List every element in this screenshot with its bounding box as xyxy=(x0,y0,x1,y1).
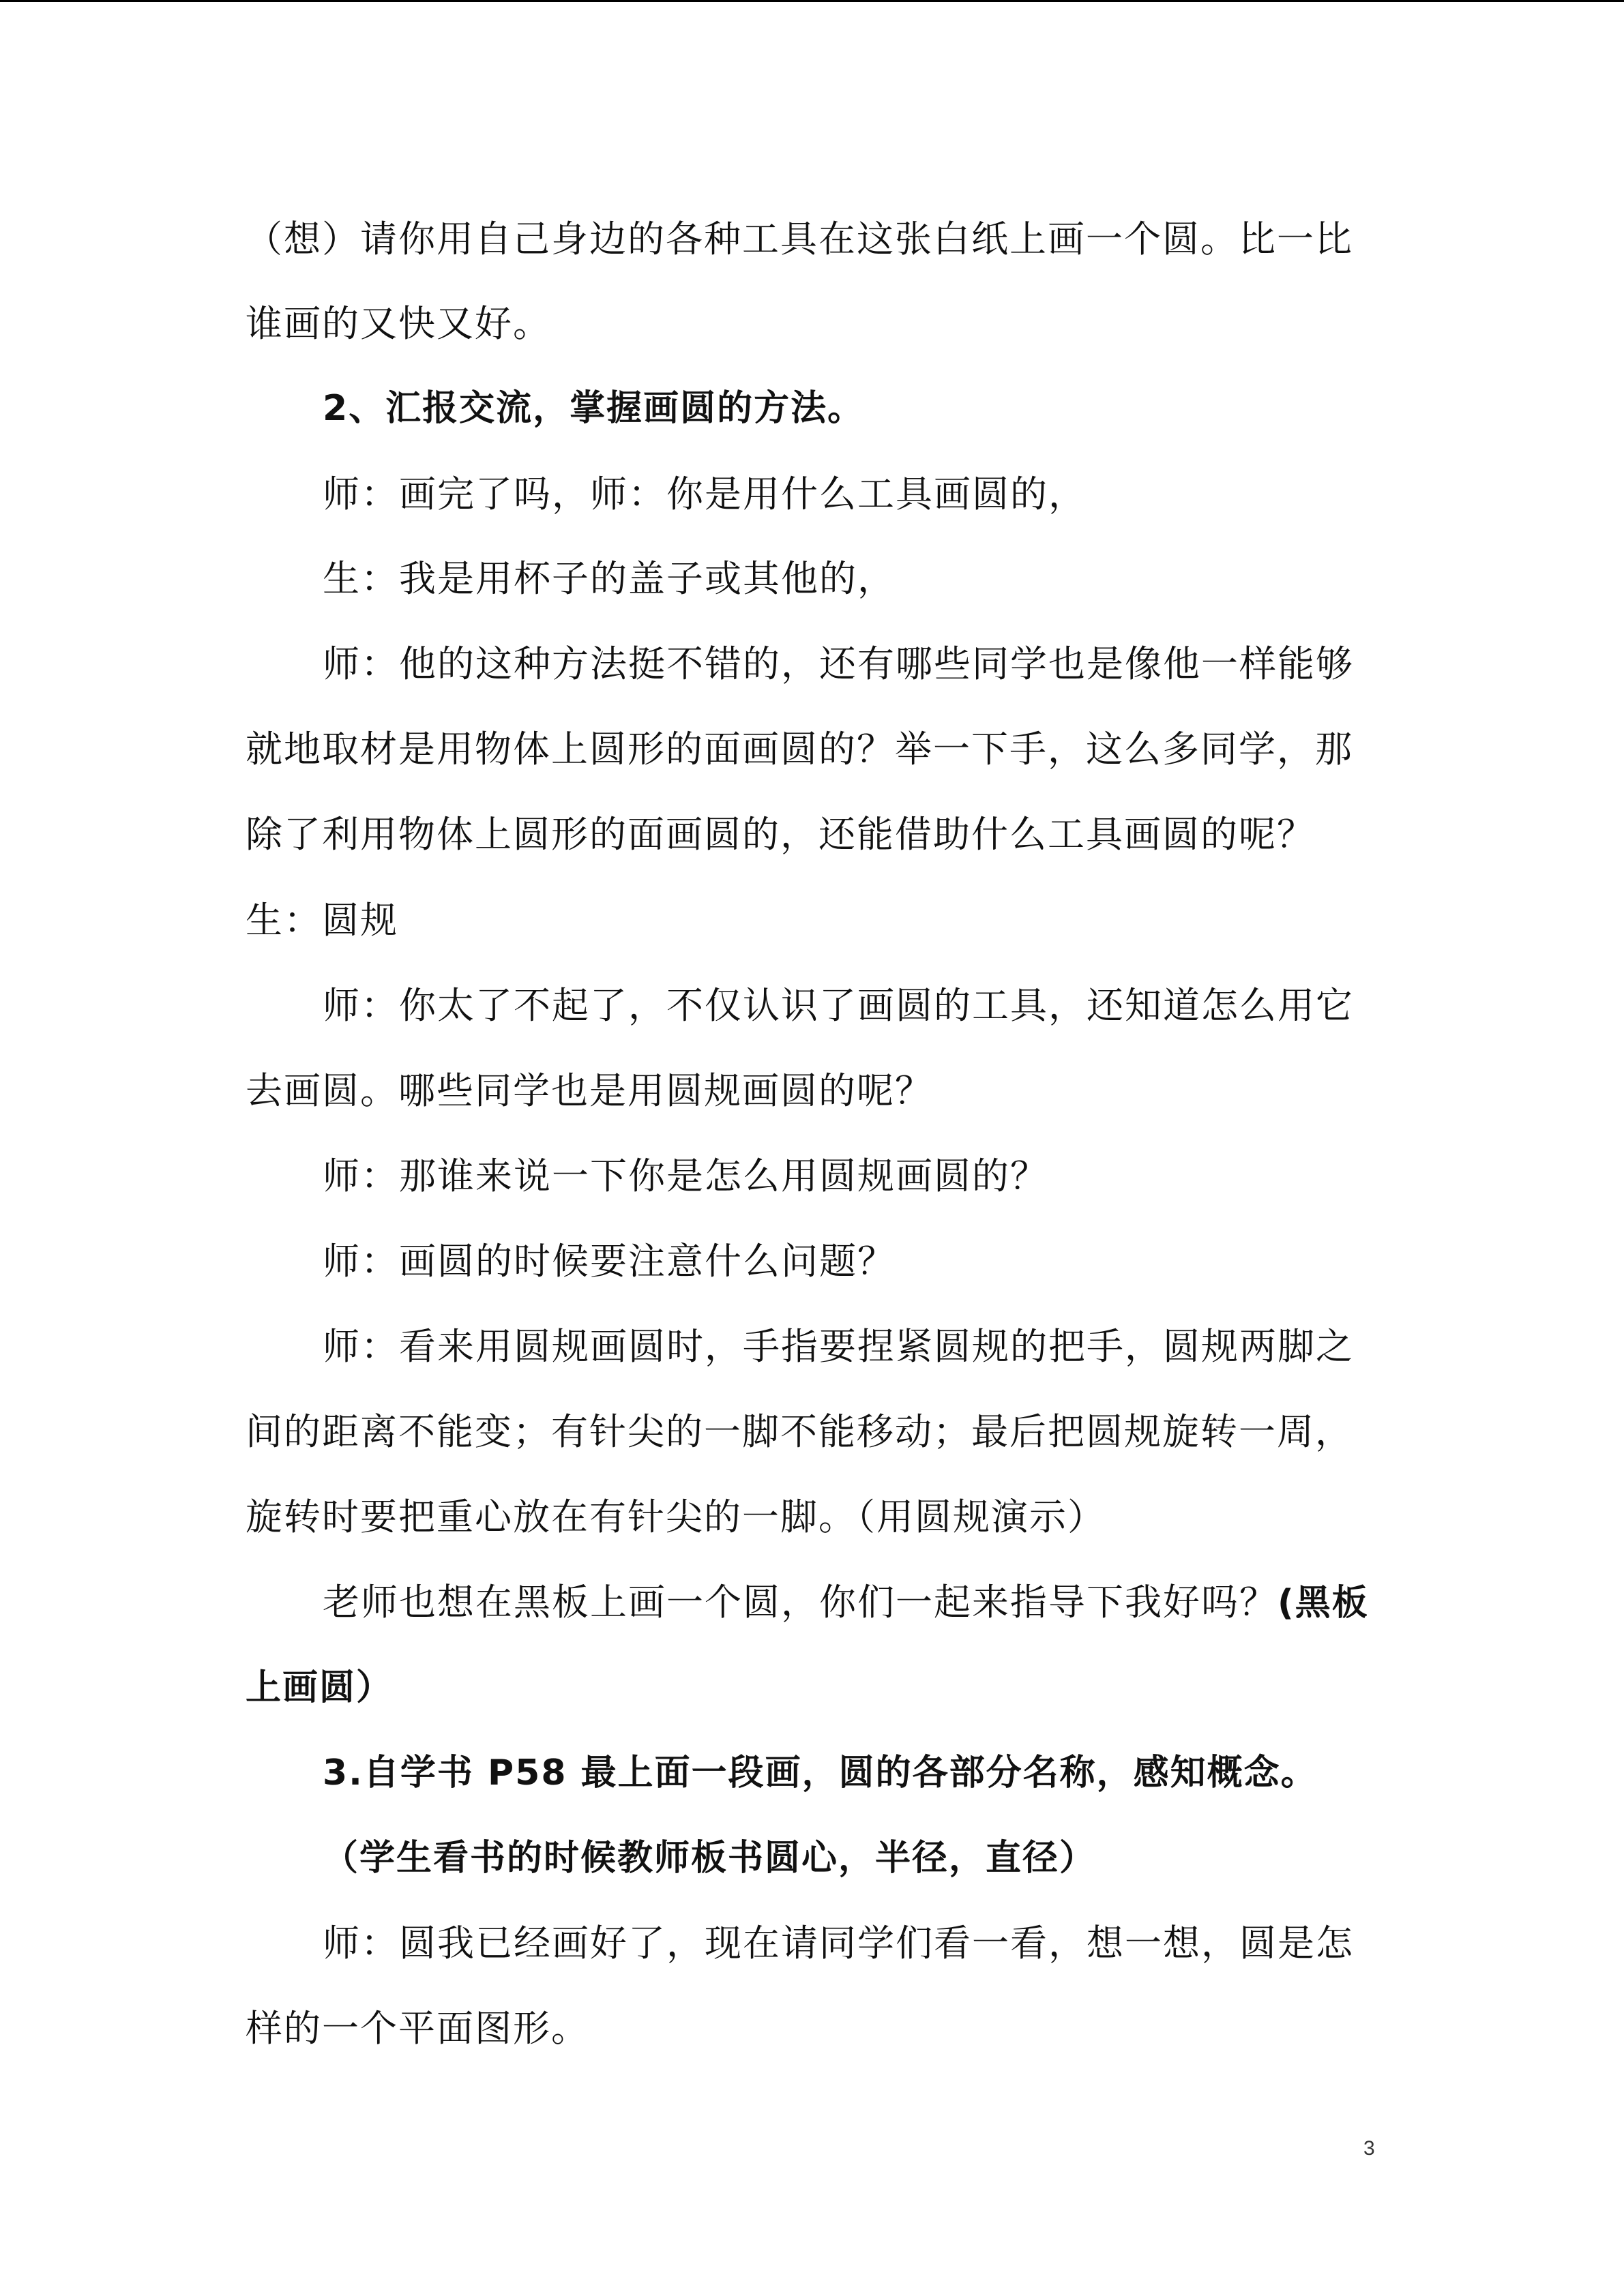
text-line: 师：看来用圆规画圆时，手指要捏紧圆规的把手，圆规两脚之 xyxy=(323,1325,1354,1368)
text-line: 就地取材是用物体上圆形的面画圆的？举一下手，这么多同学，那 xyxy=(246,728,1353,771)
text-line: 谁画的又快又好。 xyxy=(246,302,551,345)
text-line: 去画圆。哪些同学也是用圆规画圆的呢？ xyxy=(246,1069,933,1112)
text-line: 师：画完了吗，师：你是用什么工具画圆的， xyxy=(323,473,1087,516)
bold-note: (黑板 xyxy=(1278,1583,1369,1624)
section-heading: 3.自学书 P58 最上面一段画，圆的各部分名称，感知概念。 xyxy=(323,1753,1318,1793)
text-line: 师：你太了不起了，不仅认识了画圆的工具，还知道怎么用它 xyxy=(323,984,1354,1027)
text-line: 生：我是用杯子的盖子或其他的， xyxy=(323,557,896,600)
text-line: （想）请你用自己身边的各种工具在这张白纸上画一个圆。比一比 xyxy=(246,218,1353,260)
text-line: 师：圆我已经画好了，现在请同学们看一看，想一想，圆是怎 xyxy=(323,1922,1354,1965)
bold-note-continued: 上画圆） xyxy=(246,1667,394,1708)
text-line: 师：画圆的时候要注意什么问题？ xyxy=(323,1240,896,1283)
section-heading: 2、汇报交流，掌握画圆的方法。 xyxy=(323,388,865,429)
text-line: 旋转时要把重心放在有针尖的一脚。（用圆规演示） xyxy=(246,1495,1106,1538)
text-line: 师：他的这种方法挺不错的，还有哪些同学也是像他一样能够 xyxy=(323,642,1354,685)
page-number: 3 xyxy=(1363,2137,1375,2160)
text-line: 生：圆规 xyxy=(246,899,398,942)
bold-note: （学生看书的时候教师板书圆心，半径，直径） xyxy=(323,1838,1097,1879)
text-line: 间的距离不能变；有针尖的一脚不能移动；最后把圆规旋转一周， xyxy=(246,1410,1353,1453)
text-line: 样的一个平面图形。 xyxy=(246,2007,589,2050)
text-line: 师：那谁来说一下你是怎么用圆规画圆的？ xyxy=(323,1154,1048,1197)
text-segment: 老师也想在黑板上画一个圆，你们一起来指导下我好吗？ xyxy=(323,1581,1278,1624)
text-line: 除了利用物体上圆形的面画圆的，还能借助什么工具画圆的呢？ xyxy=(246,813,1315,856)
text-line xyxy=(323,1578,1369,1628)
